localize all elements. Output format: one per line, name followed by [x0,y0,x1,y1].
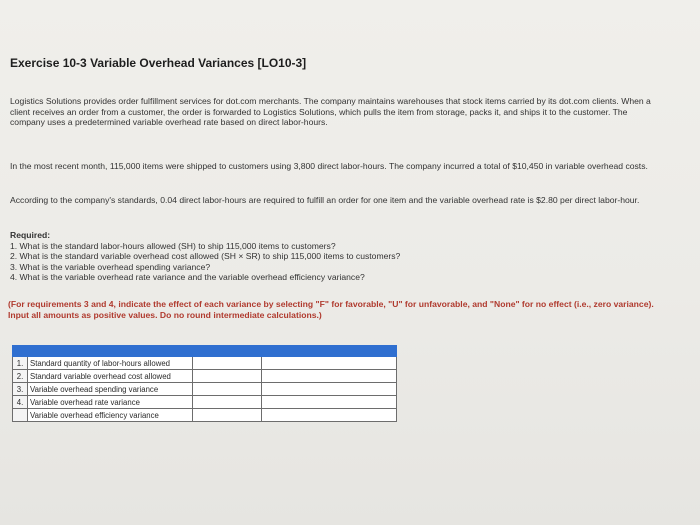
row-label: Variable overhead efficiency variance [28,409,193,422]
amount-input-cell[interactable] [193,409,262,422]
row-label: Standard variable overhead cost allowed [28,370,193,383]
exercise-title: Exercise 10-3 Variable Overhead Variances [LO10-3] [10,56,307,70]
exercise-sheet [8,52,668,420]
row-number [13,409,28,422]
required-section [10,230,660,283]
recent-month-paragraph: In the most recent month, 115,000 items were shipped to customers using 3,800 direct labor-hours. The company incurred a total of $10,450 in variable overhead costs. [10,161,648,171]
effect-select-cell[interactable] [262,383,397,396]
intro-paragraph: Logistics Solutions provides order fulfillment services for dot.com merchants. The company maintains warehouses that stock items carried by its dot.com clients. When a client receives an order from a customer, the order is forwarded to Logistics Solutions, which pulls the item from storage, packs it, and ships it to the customer. The company uses a predetermined variable overhead rate based on direct labor-hours. [10,96,651,127]
amount-input-cell[interactable] [193,357,262,370]
answer-table-header [13,346,397,357]
table-row [13,409,397,422]
amount-input-cell[interactable] [193,396,262,409]
effect-select-cell[interactable] [262,396,397,409]
required-heading: Required: [10,230,51,240]
row-label: Variable overhead rate variance [28,396,193,409]
effect-select-cell[interactable] [262,409,397,422]
table-row [13,396,397,409]
table-row [13,370,397,383]
amount-input-cell[interactable] [193,370,262,383]
instructions-note: (For requirements 3 and 4, indicate the effect of each variance by selecting "F" for favorable, "U" for unfavorable, and "None" for no effect (i.e., zero variance). Input all amounts as positive values. Do no round intermediate calculations.) [8,299,654,320]
header-cell [193,346,262,357]
amount-input-cell[interactable] [193,383,262,396]
required-item-4: 4. What is the variable overhead rate variance and the variable overhead efficiency variance? [10,272,365,282]
row-label: Standard quantity of labor-hours allowed [28,357,193,370]
required-item-1: 1. What is the standard labor-hours allowed (SH) to ship 115,000 items to customers? [10,240,336,251]
required-item-3: 3. What is the variable overhead spending variance? [10,261,211,272]
table-row [13,357,397,370]
row-number: 3. [13,383,28,396]
effect-cell [262,370,397,383]
required-item-2: 2. What is the standard variable overhead cost allowed (SH × SR) to ship 115,000 items to customers? [10,251,401,261]
standards-paragraph: According to the company's standards, 0.04 direct labor-hours are required to fulfill an order for one item and the variable overhead rate is $2.80 per direct labor-hour. [10,195,640,205]
row-number: 4. [13,396,28,409]
row-number: 2. [13,370,28,383]
row-label: Variable overhead spending variance [28,383,193,396]
table-row [13,383,397,396]
effect-cell [262,357,397,370]
header-cell [13,346,193,357]
answer-table [12,345,397,422]
row-number: 1. [13,357,28,370]
header-cell [262,346,397,357]
